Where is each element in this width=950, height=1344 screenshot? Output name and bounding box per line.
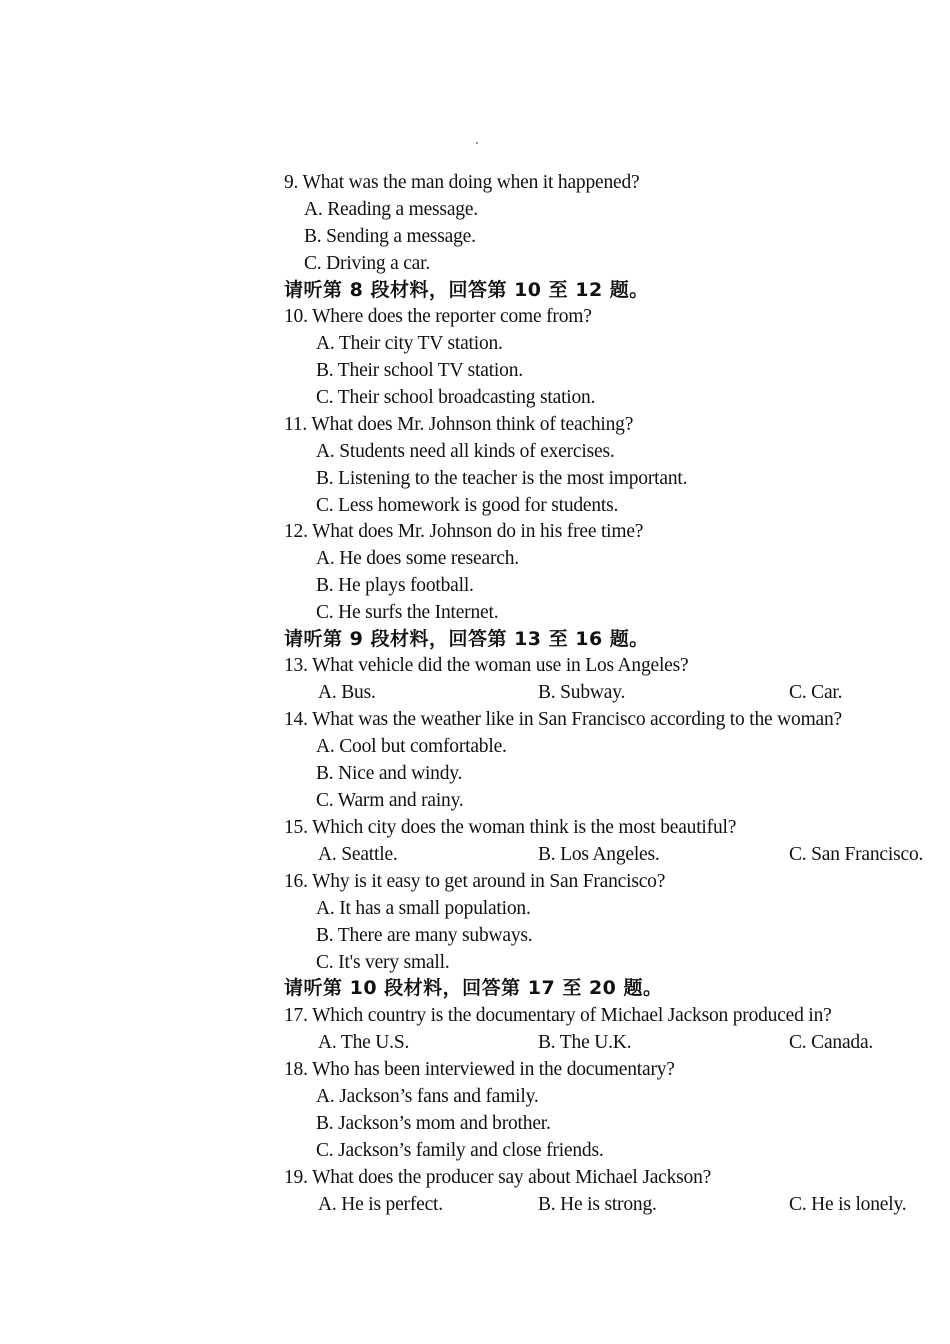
section-heading-9: 请听第 9 段材料，回答第 13 至 16 题。 xyxy=(284,628,649,650)
question-9: 9. What was the man doing when it happened? xyxy=(284,172,640,193)
q18-option-b: B. Jackson’s mom and brother. xyxy=(316,1113,551,1134)
question-15: 15. Which city does the woman think is the most beautiful? xyxy=(284,817,737,838)
q14-option-b: B. Nice and windy. xyxy=(316,763,463,784)
q16-option-b: B. There are many subways. xyxy=(316,925,533,946)
q17-option-b: B. The U.K. xyxy=(538,1032,632,1053)
q11-option-c: C. Less homework is good for students. xyxy=(316,495,619,516)
q16-option-a: A. It has a small population. xyxy=(316,898,531,919)
section-heading-8: 请听第 8 段材料，回答第 10 至 12 题。 xyxy=(284,279,649,301)
question-19: 19. What does the producer say about Michael Jackson? xyxy=(284,1167,712,1188)
q16-option-c: C. It's very small. xyxy=(316,952,450,973)
q9-option-a: A. Reading a message. xyxy=(304,199,478,220)
question-12: 12. What does Mr. Johnson do in his free time? xyxy=(284,521,644,542)
q13-options-row xyxy=(0,679,950,706)
q15-option-b: B. Los Angeles. xyxy=(538,844,660,865)
q13-option-a: A. Bus. xyxy=(318,682,376,703)
q17-options-row xyxy=(0,1029,950,1056)
q18-option-a: A. Jackson’s fans and family. xyxy=(316,1086,539,1107)
q14-option-a: A. Cool but comfortable. xyxy=(316,736,507,757)
q18-option-c: C. Jackson’s family and close friends. xyxy=(316,1140,604,1161)
q17-option-a: A. The U.S. xyxy=(318,1032,410,1053)
q11-option-a: A. Students need all kinds of exercises. xyxy=(316,441,615,462)
section-heading-10: 请听第 10 段材料，回答第 17 至 20 题。 xyxy=(284,977,663,999)
q12-option-c: C. He surfs the Internet. xyxy=(316,602,499,623)
q12-option-b: B. He plays football. xyxy=(316,575,474,596)
scan-speck xyxy=(476,142,478,144)
q19-options-row xyxy=(0,1191,950,1218)
q10-option-c: C. Their school broadcasting station. xyxy=(316,387,596,408)
q14-option-c: C. Warm and rainy. xyxy=(316,790,464,811)
q15-options-row xyxy=(0,841,950,868)
q19-option-a: A. He is perfect. xyxy=(318,1194,443,1215)
question-11: 11. What does Mr. Johnson think of teaching? xyxy=(284,414,634,435)
q10-option-b: B. Their school TV station. xyxy=(316,360,523,381)
q13-option-b: B. Subway. xyxy=(538,682,626,703)
question-17: 17. Which country is the documentary of Michael Jackson produced in? xyxy=(284,1005,832,1026)
question-14: 14. What was the weather like in San Francisco according to the woman? xyxy=(284,709,843,730)
question-18: 18. Who has been interviewed in the documentary? xyxy=(284,1059,675,1080)
q13-option-c: C. Car. xyxy=(789,682,843,703)
q9-option-c: C. Driving a car. xyxy=(304,253,431,274)
q9-option-b: B. Sending a message. xyxy=(304,226,476,247)
q19-option-b: B. He is strong. xyxy=(538,1194,657,1215)
question-10: 10. Where does the reporter come from? xyxy=(284,306,592,327)
q15-option-c: C. San Francisco. xyxy=(789,844,924,865)
q10-option-a: A. Their city TV station. xyxy=(316,333,503,354)
q12-option-a: A. He does some research. xyxy=(316,548,519,569)
q17-option-c: C. Canada. xyxy=(789,1032,874,1053)
question-16: 16. Why is it easy to get around in San Francisco? xyxy=(284,871,666,892)
q11-option-b: B. Listening to the teacher is the most important. xyxy=(316,468,688,489)
q15-option-a: A. Seattle. xyxy=(318,844,398,865)
q19-option-c: C. He is lonely. xyxy=(789,1194,907,1215)
question-13: 13. What vehicle did the woman use in Los Angeles? xyxy=(284,655,689,676)
